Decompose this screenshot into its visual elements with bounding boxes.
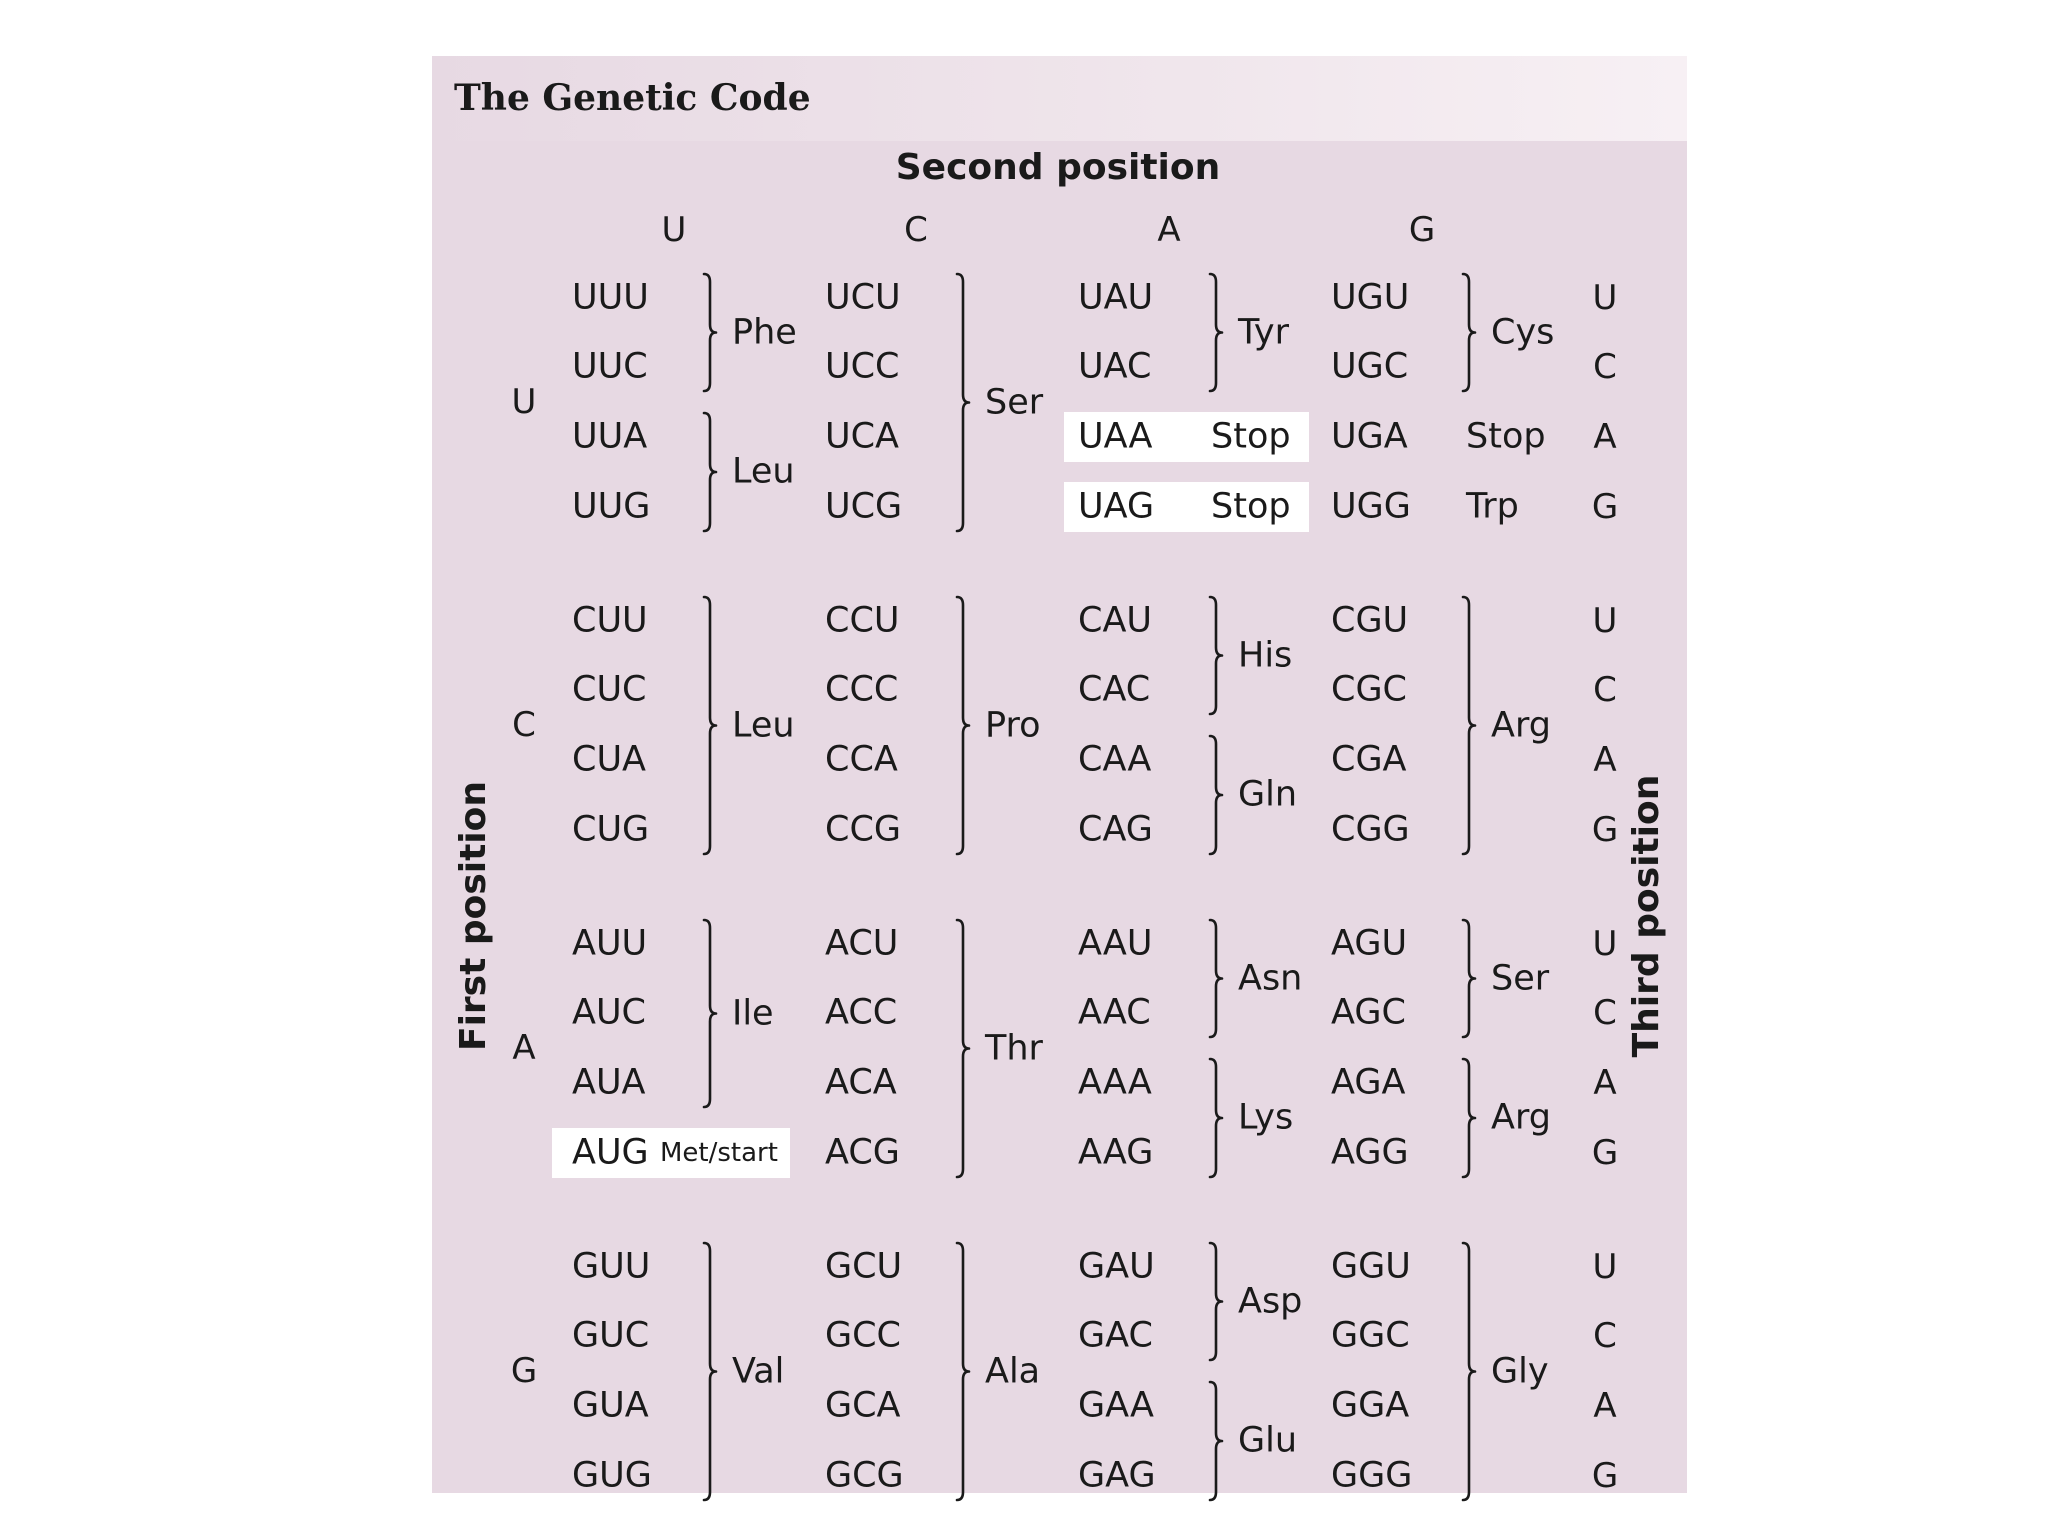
codon-uga: UGA: [1331, 416, 1408, 457]
brace-icon: [1206, 1241, 1226, 1362]
third-position-base-c: C: [1593, 993, 1617, 1033]
codon-cuu: CUU: [572, 600, 648, 641]
first-position-base-c: C: [512, 705, 536, 745]
codon-cca: CCA: [825, 739, 898, 780]
third-position-base-g: G: [1591, 1133, 1619, 1173]
amino-acid-met-start: Met/start: [660, 1138, 778, 1168]
amino-acid-ala: Ala: [985, 1351, 1041, 1391]
codon-ucc: UCC: [825, 346, 900, 387]
third-position-label: Third position: [1626, 774, 1667, 1058]
codon-uug: UUG: [572, 486, 651, 527]
amino-acid-trp: Trp: [1466, 486, 1519, 527]
brace-icon: [953, 1241, 973, 1502]
codon-aug: AUG: [572, 1132, 649, 1173]
codon-aac: AAC: [1078, 992, 1151, 1033]
amino-acid-tyr: Tyr: [1238, 312, 1290, 352]
third-position-base-a: A: [1593, 1063, 1617, 1103]
codon-gcu: GCU: [825, 1246, 903, 1287]
third-position-base-g: G: [1591, 1456, 1619, 1496]
codon-agu: AGU: [1331, 923, 1408, 964]
amino-acid-glu: Glu: [1238, 1420, 1298, 1461]
codon-uag: UAG: [1078, 486, 1155, 527]
second-position-label: Second position: [895, 147, 1221, 188]
codon-cua: CUA: [572, 739, 646, 780]
codon-ucu: UCU: [825, 277, 901, 318]
second-position-base-a: A: [1157, 210, 1181, 250]
amino-acid-gly: Gly: [1491, 1351, 1549, 1391]
amino-acid-pro: Pro: [985, 705, 1041, 745]
codon-gcg: GCG: [825, 1455, 904, 1496]
codon-gaa: GAA: [1078, 1385, 1154, 1426]
codon-ggg: GGG: [1331, 1455, 1413, 1496]
first-position-base-g: G: [510, 1351, 538, 1391]
codon-uau: UAU: [1078, 277, 1154, 318]
title-bar: [432, 56, 1687, 141]
third-position-base-c: C: [1593, 670, 1617, 710]
codon-ccc: CCC: [825, 669, 899, 710]
brace-icon: [1206, 595, 1226, 716]
first-position-label: First position: [453, 780, 494, 1052]
amino-acid-leu: Leu: [732, 705, 795, 745]
brace-icon: [1459, 1241, 1479, 1502]
amino-acid-leu: Leu: [732, 451, 795, 492]
brace-icon: [953, 595, 973, 856]
second-position-base-c: C: [904, 210, 928, 250]
third-position-base-c: C: [1593, 347, 1617, 387]
third-position-base-u: U: [1592, 1247, 1618, 1287]
codon-uca: UCA: [825, 416, 899, 457]
codon-ucg: UCG: [825, 486, 903, 527]
codon-ggc: GGC: [1331, 1315, 1410, 1356]
codon-uaa: UAA: [1078, 416, 1153, 457]
amino-acid-his: His: [1238, 635, 1293, 675]
third-position-base-g: G: [1591, 810, 1619, 850]
brace-icon: [1206, 918, 1226, 1039]
codon-acu: ACU: [825, 923, 899, 964]
codon-aga: AGA: [1331, 1062, 1406, 1103]
codon-gug: GUG: [572, 1455, 652, 1496]
codon-cug: CUG: [572, 809, 650, 850]
third-position-base-u: U: [1592, 278, 1618, 318]
third-position-base-a: A: [1593, 1386, 1617, 1426]
amino-acid-ser: Ser: [1491, 958, 1550, 998]
brace-icon: [1206, 272, 1226, 393]
amino-acid-stop: Stop: [1466, 416, 1546, 457]
codon-uuu: UUU: [572, 277, 649, 318]
amino-acid-phe: Phe: [732, 312, 797, 352]
third-position-base-u: U: [1592, 924, 1618, 964]
codon-ugu: UGU: [1331, 277, 1410, 318]
amino-acid-arg: Arg: [1491, 1097, 1551, 1138]
codon-cgc: CGC: [1331, 669, 1407, 710]
codon-gac: GAC: [1078, 1315, 1153, 1356]
codon-caa: CAA: [1078, 739, 1152, 780]
codon-uac: UAC: [1078, 346, 1152, 387]
amino-acid-lys: Lys: [1238, 1097, 1294, 1138]
amino-acid-arg: Arg: [1491, 705, 1551, 745]
codon-gca: GCA: [825, 1385, 901, 1426]
codon-auc: AUC: [572, 992, 646, 1033]
codon-ccu: CCU: [825, 600, 900, 641]
brace-icon: [700, 595, 720, 856]
second-position-base-g: G: [1408, 210, 1436, 250]
amino-acid-val: Val: [732, 1351, 785, 1391]
codon-ugg: UGG: [1331, 486, 1411, 527]
first-position-base-u: U: [511, 382, 537, 422]
codon-cag: CAG: [1078, 809, 1153, 850]
codon-cuc: CUC: [572, 669, 647, 710]
amino-acid-cys: Cys: [1491, 312, 1555, 352]
codon-aaa: AAA: [1078, 1062, 1152, 1103]
codon-ccg: CCG: [825, 809, 901, 850]
codon-acg: ACG: [825, 1132, 900, 1173]
amino-acid-stop: Stop: [1211, 486, 1291, 527]
codon-gag: GAG: [1078, 1455, 1156, 1496]
amino-acid-gln: Gln: [1238, 774, 1298, 815]
codon-cgu: CGU: [1331, 600, 1409, 641]
brace-icon: [700, 272, 720, 393]
codon-uuc: UUC: [572, 346, 648, 387]
codon-gua: GUA: [572, 1385, 649, 1426]
brace-icon: [953, 918, 973, 1179]
third-position-base-g: G: [1591, 487, 1619, 527]
codon-guu: GUU: [572, 1246, 651, 1287]
codon-cac: CAC: [1078, 669, 1151, 710]
brace-icon: [953, 272, 973, 533]
codon-aua: AUA: [572, 1062, 646, 1103]
brace-icon: [700, 1241, 720, 1502]
brace-icon: [1459, 272, 1479, 393]
amino-acid-thr: Thr: [985, 1028, 1043, 1068]
brace-icon: [1206, 734, 1226, 856]
brace-icon: [1459, 918, 1479, 1039]
brace-icon: [1206, 1057, 1226, 1179]
amino-acid-ile: Ile: [732, 993, 774, 1033]
genetic-code-figure: [432, 56, 1687, 1496]
codon-ugc: UGC: [1331, 346, 1409, 387]
codon-agc: AGC: [1331, 992, 1406, 1033]
codon-auu: AUU: [572, 923, 648, 964]
codon-aag: AAG: [1078, 1132, 1154, 1173]
codon-gcc: GCC: [825, 1315, 901, 1356]
codon-ggu: GGU: [1331, 1246, 1411, 1287]
amino-acid-asn: Asn: [1238, 958, 1303, 998]
amino-acid-stop: Stop: [1211, 416, 1291, 457]
codon-agg: AGG: [1331, 1132, 1409, 1173]
figure-title: The Genetic Code: [454, 77, 811, 119]
codon-gga: GGA: [1331, 1385, 1410, 1426]
codon-uua: UUA: [572, 416, 648, 457]
brace-icon: [1206, 1380, 1226, 1502]
brace-icon: [1459, 1057, 1479, 1179]
codon-guc: GUC: [572, 1315, 650, 1356]
first-position-base-a: A: [512, 1028, 536, 1068]
codon-cga: CGA: [1331, 739, 1407, 780]
brace-icon: [700, 918, 720, 1109]
codon-cgg: CGG: [1331, 809, 1410, 850]
codon-gau: GAU: [1078, 1246, 1155, 1287]
brace-icon: [700, 411, 720, 533]
amino-acid-asp: Asp: [1238, 1281, 1303, 1321]
codon-aau: AAU: [1078, 923, 1153, 964]
third-position-base-c: C: [1593, 1316, 1617, 1356]
third-position-base-u: U: [1592, 601, 1618, 641]
third-position-base-a: A: [1593, 740, 1617, 780]
codon-aca: ACA: [825, 1062, 897, 1103]
amino-acid-ser: Ser: [985, 382, 1044, 422]
codon-acc: ACC: [825, 992, 898, 1033]
third-position-base-a: A: [1593, 417, 1617, 457]
codon-cau: CAU: [1078, 600, 1152, 641]
brace-icon: [1459, 595, 1479, 856]
second-position-base-u: U: [661, 210, 687, 250]
